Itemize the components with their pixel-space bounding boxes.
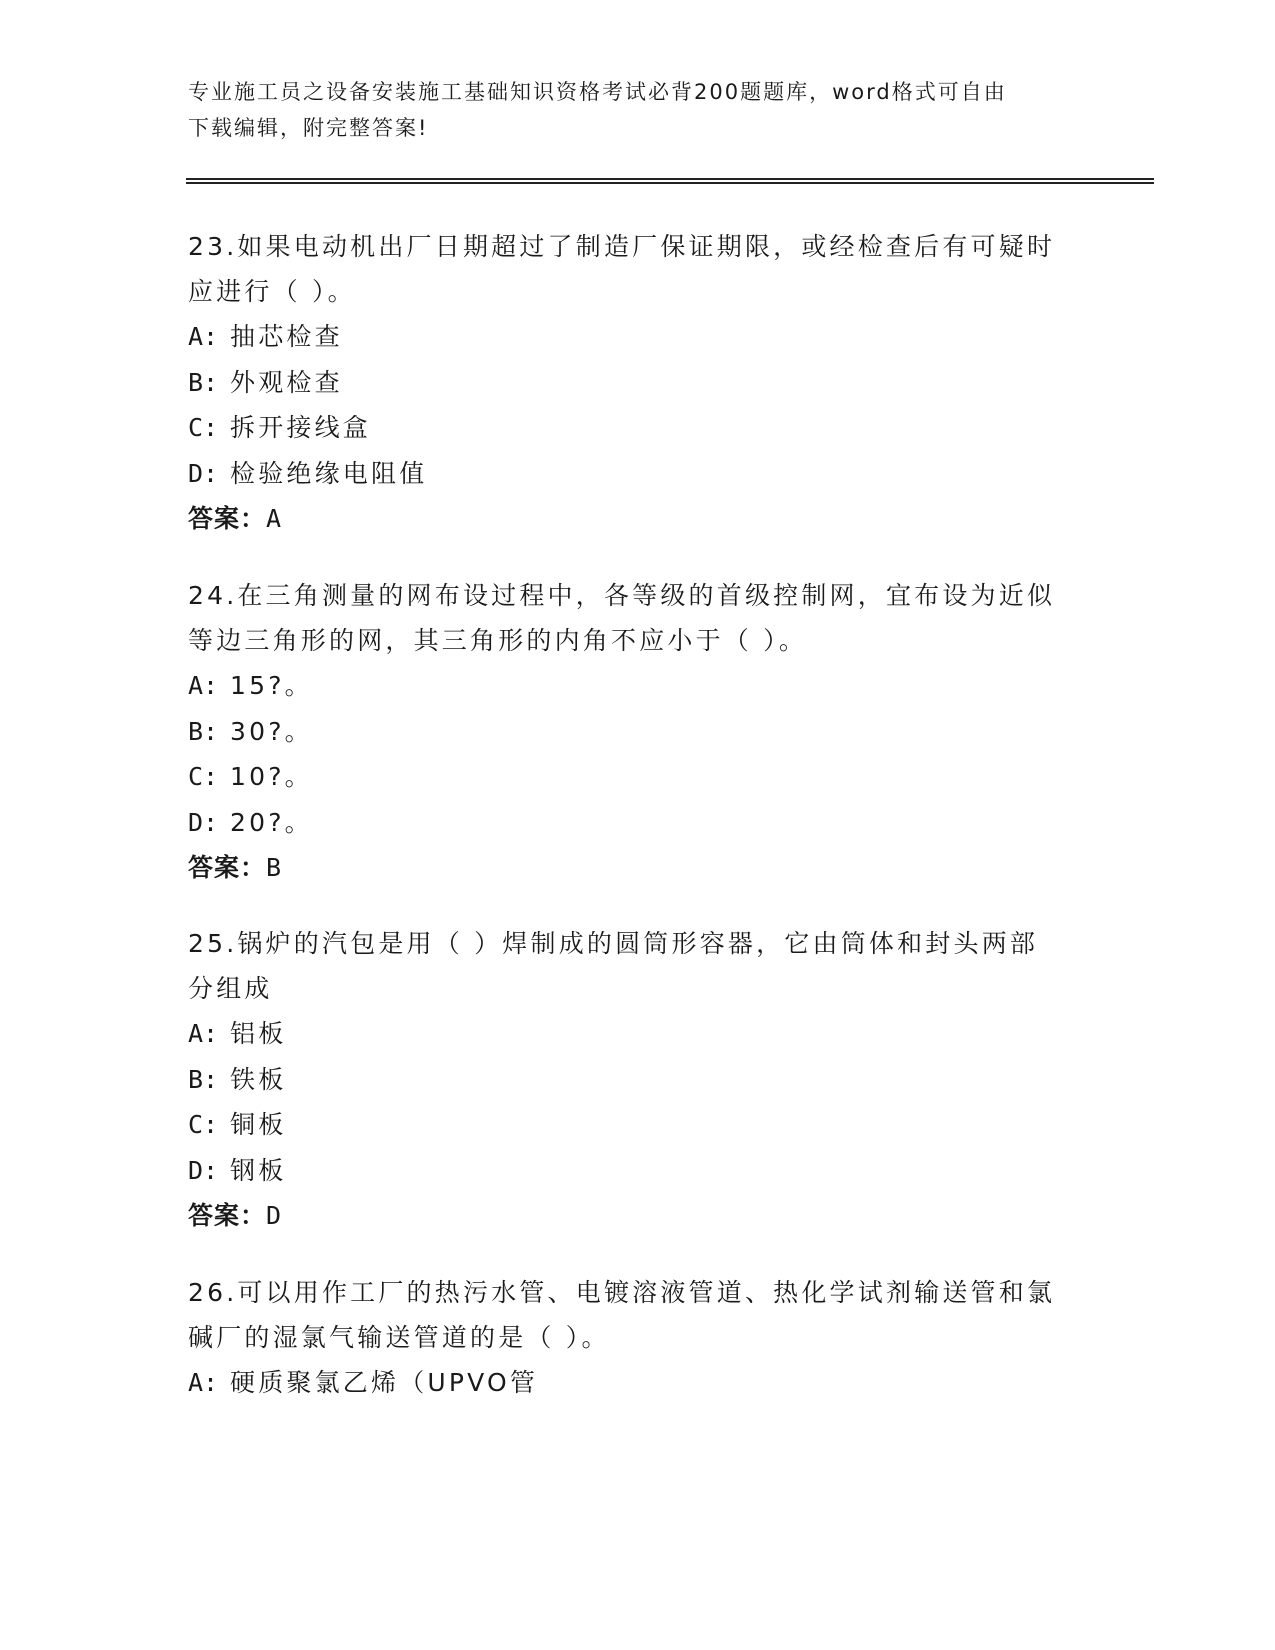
option-letter: A:: [188, 322, 219, 351]
answer-label: 答案：: [188, 853, 267, 882]
option-text: 20?。: [230, 807, 313, 837]
option-a: [188, 314, 1088, 360]
option-letter: A:: [188, 1019, 219, 1048]
question-stem: [188, 1270, 1088, 1360]
stem-line-2: 碱厂的湿氯气输送管道的是（ ）。: [188, 1323, 610, 1352]
header-divider-thin: [186, 178, 1154, 180]
option-letter: B:: [188, 1064, 219, 1094]
option-c: [188, 1102, 1088, 1148]
header-divider-thick: [186, 182, 1154, 184]
option-letter: B:: [188, 716, 219, 746]
option-text: 15?。: [230, 671, 313, 700]
header-line-1: 专业施工员之设备安装施工基础知识资格考试必背200题题库，word格式可自由: [188, 80, 1007, 104]
option-text: 30?。: [230, 716, 313, 746]
option-b: [188, 360, 1088, 406]
question-26: [188, 1270, 1088, 1406]
answer-line: [188, 1193, 1088, 1239]
question-23: [188, 224, 1088, 542]
header-line-2: 下载编辑，附完整答案!: [188, 116, 429, 140]
option-text: 铁板: [230, 1064, 287, 1094]
option-letter: D:: [188, 458, 219, 488]
option-c: [188, 754, 1088, 800]
stem-line-1: 24.在三角测量的网布设过程中，各等级的首级控制网，宜布设为近似: [188, 581, 1056, 610]
option-letter: D:: [188, 807, 219, 837]
option-b: [188, 709, 1088, 755]
stem-line-2: 分组成: [188, 974, 273, 1003]
question-stem: [188, 921, 1088, 1011]
option-text: 钢板: [230, 1155, 287, 1185]
option-d: [188, 1148, 1088, 1194]
option-letter: C:: [188, 1110, 219, 1139]
stem-line-1: 26.可以用作工厂的热污水管、电镀溶液管道、热化学试剂输送管和氯: [188, 1278, 1056, 1307]
answer-value: A: [266, 504, 283, 533]
option-text: 外观检查: [230, 367, 343, 397]
option-d: [188, 800, 1088, 846]
option-text: 铜板: [230, 1110, 287, 1139]
option-a: [188, 1011, 1088, 1057]
document-header: [188, 74, 1088, 146]
option-a: [188, 1360, 1088, 1406]
answer-value: D: [266, 1201, 283, 1230]
option-a: [188, 663, 1088, 709]
option-d: [188, 451, 1088, 497]
option-text: 检验绝缘电阻值: [230, 458, 428, 488]
option-b: [188, 1057, 1088, 1103]
question-stem: [188, 224, 1088, 314]
stem-line-1: 23.如果电动机出厂日期超过了制造厂保证期限，或经检查后有可疑时: [188, 232, 1056, 261]
answer-line: [188, 845, 1088, 891]
question-stem: [188, 573, 1088, 663]
answer-label: 答案：: [188, 1201, 267, 1230]
option-text: 硬质聚氯乙烯（UPVO管: [230, 1368, 539, 1397]
option-c: [188, 405, 1088, 451]
stem-line-2: 等边三角形的网，其三角形的内角不应小于（ ）。: [188, 626, 808, 655]
option-letter: D:: [188, 1155, 219, 1185]
option-letter: C:: [188, 762, 219, 791]
question-24: [188, 573, 1088, 891]
option-text: 10?。: [230, 762, 313, 791]
stem-line-2: 应进行（ ）。: [188, 277, 356, 306]
option-text: 抽芯检查: [230, 322, 343, 351]
answer-value: B: [266, 853, 283, 882]
option-letter: A:: [188, 1368, 219, 1397]
option-letter: C:: [188, 413, 219, 442]
stem-line-1: 25.锅炉的汽包是用（ ）焊制成的圆筒形容器，它由筒体和封头两部: [188, 929, 1039, 958]
question-25: [188, 921, 1088, 1239]
answer-label: 答案：: [188, 504, 267, 533]
answer-line: [188, 496, 1088, 542]
option-letter: B:: [188, 367, 219, 397]
option-letter: A:: [188, 671, 219, 700]
option-text: 拆开接线盒: [230, 413, 372, 442]
option-text: 铝板: [230, 1019, 287, 1048]
